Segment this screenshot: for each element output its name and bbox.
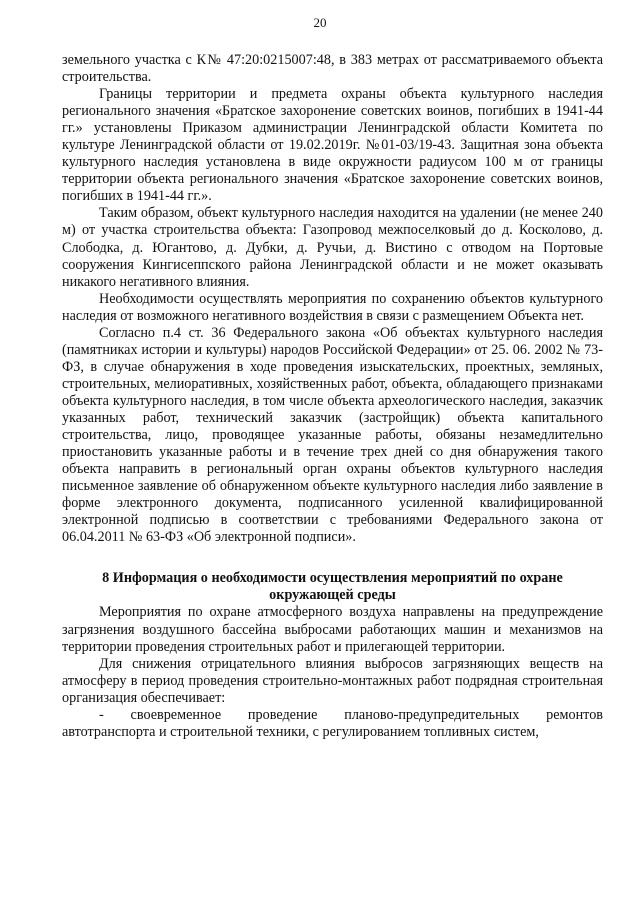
page-content [62,52,603,741]
list-item-maintenance: - своевременное проведение планово-предупредительных ремонтов автотранспорта и строительной техники, с регулированием топливных систем, [62,706,603,740]
paragraph-air-protection: Мероприятия по охране атмосферного воздуха направлены на предупреждение загрязнения воздушного бассейна выбросами работающих машин и механизмов на территории проведения строительных работ и прилегающей территории. [62,604,603,655]
paragraph-heritage-distance: Таким образом, объект культурного наследия находится на удалении (не менее 240 м) от участка строительства объекта: Газопровод межпоселковый до д. Косколово, д. Слободка, д. Югантово, д. Дубки, д. Ручьи, д. Вистино с отводом на Портовые сооружения Кингисеппского района Ленинградской области и не может оказывать никакого негативного влияния. [62,205,603,290]
paragraph-federal-law: Согласно п.4 ст. 36 Федерального закона «Об объектах культурного наследия (памятниках истории и культуры) народов Российской Федерации» от 25. 06. 2002 № 73-ФЗ, в случае обнаружения в ходе проведения изыскательских, проектных, земляных, строительных, мелиоративных, хозяйственных работ, объекта, обладающего признаками объекта культурного наследия, в том числе объекта археологического наследия, заказчик указанных работ, технический заказчик (застройщик) объекта капитального строительства, лицо, проводящее указанные работы, обязаны незамедлительно приостановить указанные работы и в течение трех дней со дня обнаружения такого объекта направить в региональный орган охраны объектов культурного наследия письменное заявление об обнаруженном объекте культурного наследия либо заявление в форме электронного документа, подписанного усиленной квалифицированной электронной подписью в соответствии с требованиями Федерального закона от 06.04.2011 № 63-ФЗ «Об электронной подписи». [62,324,603,546]
section-spacer [62,546,603,570]
section-heading: 8 Информация о необходимости осуществления мероприятий по охране окружающей среды [102,570,563,604]
paragraph-no-measures-needed: Необходимости осуществлять мероприятия по сохранению объектов культурного наследия от возможного негативного воздействия в связи с размещением Объекта нет. [62,290,603,324]
paragraph-emission-reduction: Для снижения отрицательного влияния выбросов загрязняющих веществ на атмосферу в период проведения строительно-монтажных работ подрядная строительная организация обеспечивает: [62,655,603,706]
paragraph-heritage-boundaries: Границы территории и предмета охраны объекта культурного наследия регионального значения «Братское захоронение советских воинов, погибших в 1941-44 гг.» установлены Приказом администрации Ленинградской области Комитета по культуре Ленинградской области от 19.02.2019г. №01-03/19-43. Защитная зона объекта культурного наследия установлена в виде окружности радиусом 100 м от границы территории объекта регионального значения «Братское захоронение советских воинов, погибших в 1941-44 гг.». [62,86,603,205]
paragraph-cadastral-continuation: земельного участка с К№ 47:20:0215007:48, в 383 метрах от рассматриваемого объекта строительства. [62,52,603,86]
page-number: 20 [313,15,327,30]
